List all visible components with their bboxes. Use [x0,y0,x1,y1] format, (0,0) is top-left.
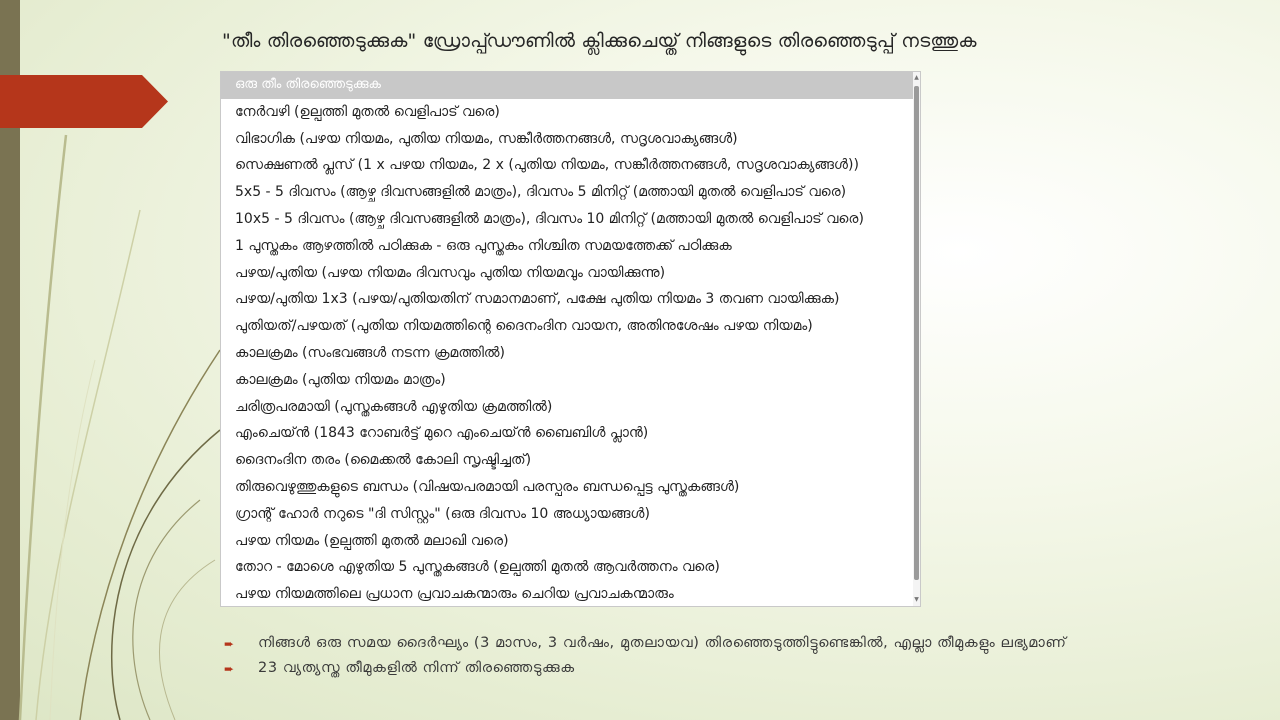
bullet-text: 23 വ്യത്യസ്ത തീമുകളിൽ നിന്ന് തിരഞ്ഞെടുക്കുക [258,660,575,676]
scrollbar[interactable] [913,72,920,606]
option-list [221,72,914,607]
title-arrow-tab [0,75,170,128]
scroll-thumb[interactable] [914,86,919,580]
arrow-bullet-icon: ➨ [224,637,235,651]
dropdown-option[interactable]: 10x5 - 5 ദിവസം (ആഴ്ച ദിവസങ്ങളിൽ മാത്രം), ദിവസം 10 മിനിറ്റ് (മത്തായി മുതൽ വെളിപാട് വരെ) [235,210,864,227]
slide-title: "തീം തിരഞ്ഞെടുക്കുക" ഡ്രോപ്പ്ഡൗണിൽ ക്ലിക്കുചെയ്ത് നിങ്ങളുടെ തിരഞ്ഞെടുപ്പ് നടത്തുക [222,30,977,52]
dropdown-option[interactable]: കാലക്രമം (സംഭവങ്ങൾ നടന്ന ക്രമത്തിൽ) [235,344,505,361]
dropdown-option[interactable]: പഴയ നിയമത്തിലെ പ്രധാന പ്രവാചകന്മാരും ചെറിയ പ്രവാചകന്മാരും [235,586,674,603]
scroll-up-arrow-icon[interactable]: ▲ [914,74,919,81]
dropdown-option[interactable]: പഴയ/പുതിയ 1x3 (പഴയ/പുതിയതിന് സമാനമാണ്, പക്ഷേ പുതിയ നിയമം 3 തവണ വായിക്കുക) [235,291,840,308]
dropdown-option[interactable]: തിരുവെഴുത്തുകളുടെ ബന്ധം (വിഷയപരമായി പരസ്പരം ബന്ധപ്പെട്ട പുസ്തകങ്ങൾ) [235,478,740,495]
dropdown-option[interactable]: പഴയ/പുതിയ (പഴയ നിയമം ദിവസവും പുതിയ നിയമവും വായിക്കുന്നു) [235,264,666,281]
dropdown-option[interactable]: ചരിത്രപരമായി (പുസ്തകങ്ങൾ എഴുതിയ ക്രമത്തിൽ) [235,398,553,415]
scroll-down-arrow-icon[interactable]: ▼ [914,596,919,603]
dropdown-option[interactable]: കാലക്രമം (പുതിയ നിയമം മാത്രം) [235,371,446,388]
dropdown-option[interactable]: പഴയ നിയമം (ഉല്പത്തി മുതൽ മലാഖി വരെ) [235,532,509,549]
bullet-item [224,636,1084,651]
bullet-list [224,636,1084,686]
dropdown-option[interactable]: വിഭാഗിക (പഴയ നിയമം, പുതിയ നിയമം, സങ്കീർത്തനങ്ങൾ, സദൃശവാക്യങ്ങൾ) [235,130,738,147]
dropdown-option-placeholder[interactable]: ഒരു തീം തിരഞ്ഞെടുക്കുക [221,72,914,99]
dropdown-option[interactable]: സെക്ഷണൽ പ്ലസ് (1 x പഴയ നിയമം, 2 x (പുതിയ നിയമം, സങ്കീർത്തനങ്ങൾ, സദൃശവാക്യങ്ങൾ)) [235,157,859,174]
arrow-bullet-icon: ➨ [224,662,235,676]
dropdown-option[interactable]: 1 പുസ്തകം ആഴത്തിൽ പഠിക്കുക - ഒരു പുസ്തകം നിശ്ചിത സമയത്തേക്ക് പഠിക്കുക [235,237,732,254]
dropdown-option[interactable]: തോറ - മോശെ എഴുതിയ 5 പുസ്തകങ്ങൾ (ഉല്പത്തി മുതൽ ആവർത്തനം വരെ) [235,559,720,576]
theme-dropdown-list[interactable] [220,71,921,607]
dropdown-option[interactable]: പുതിയത്/പഴയത് (പുതിയ നിയമത്തിന്റെ ദൈനംദിന വായന, അതിനുശേഷം പഴയ നിയമം) [235,318,813,335]
bullet-item [224,661,1084,676]
bullet-text: നിങ്ങൾ ഒരു സമയ ദൈർഘ്യം (3 മാസം, 3 വർഷം, മുതലായവ) തിരഞ്ഞെടുത്തിട്ടുണ്ടെങ്കിൽ, എല്ലാ തീമുകളും ലഭ്യമാണ് [258,635,1067,651]
dropdown-option[interactable]: നേർവഴി (ഉല്പത്തി മുതൽ വെളിപാട് വരെ) [235,103,500,120]
dropdown-option[interactable]: ദൈനംദിന തരം (മൈക്കൽ കോലി സൃഷ്ടിച്ചത്) [235,452,532,469]
dropdown-option[interactable]: 5x5 - 5 ദിവസം (ആഴ്ച ദിവസങ്ങളിൽ മാത്രം), ദിവസം 5 മിനിറ്റ് (മത്തായി മുതൽ വെളിപാട് വരെ) [235,184,847,201]
dropdown-option[interactable]: ഗ്രാന്റ് ഹോർ നറുടെ "ദി സിസ്റ്റം" (ഒരു ദിവസം 10 അധ്യായങ്ങൾ) [235,505,650,522]
dropdown-option[interactable]: എംചെയ്ൻ (1843 റോബർട്ട് മുറെ എംചെയ്ൻ ബൈബിൾ പ്ലാൻ) [235,425,649,442]
